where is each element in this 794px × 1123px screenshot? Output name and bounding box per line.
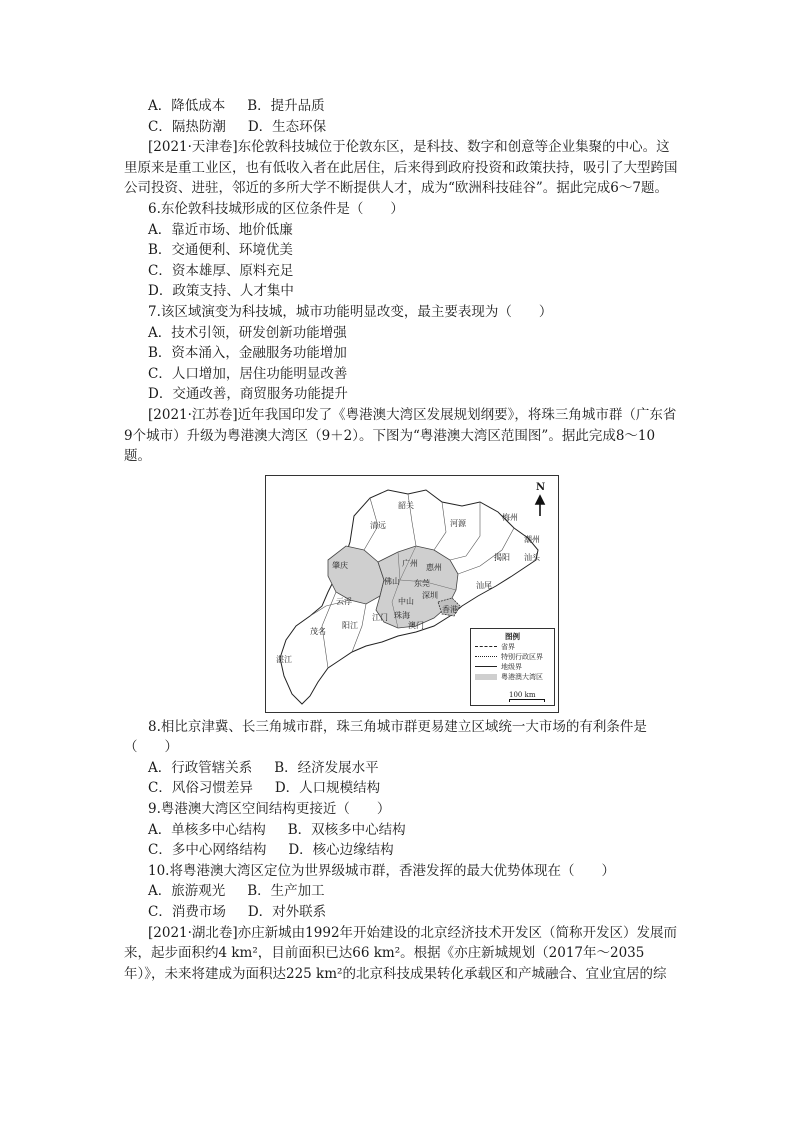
- legend-sar: 特别行政区界: [471, 652, 554, 662]
- legend-bay: 粤港澳大湾区: [471, 672, 554, 682]
- q8-option-d: D．人口规模结构: [274, 780, 381, 797]
- city-jieyang: 揭阳: [494, 552, 510, 562]
- q7-option-c: C．人口增加，居住功能明显改善: [148, 365, 348, 382]
- q10-stem: 10.将粤港澳大湾区定位为世界级城市群，香港发挥的最大优势体现在（ ）: [148, 862, 615, 879]
- q10-options-row1: [124, 881, 680, 902]
- q7-stem: 7.该区域演变为科技城，城市功能明显改变，最主要表现为（ ）: [148, 303, 553, 320]
- q9-options-row1: [124, 820, 680, 841]
- legend-title: 图例: [505, 631, 520, 641]
- legend-city: 地级界: [471, 662, 554, 672]
- map-legend: [470, 628, 555, 706]
- q6-option-b: B．交通便利、环境优美: [148, 242, 293, 259]
- city-shenzhen: 深圳: [422, 590, 438, 600]
- city-huizhou: 惠州: [426, 562, 442, 572]
- q5-options-row1: [124, 96, 680, 117]
- q8-option-c: C．风俗习惯差异: [148, 780, 253, 797]
- city-shanwei: 汕尾: [476, 580, 492, 590]
- city-yunfu: 云浮: [336, 596, 352, 606]
- q6-option-c: C．资本雄厚、原料充足: [148, 262, 294, 279]
- q9-options-row2: [124, 840, 680, 861]
- city-line-symbol: [475, 666, 497, 667]
- city-guangzhou: 广州: [402, 558, 418, 568]
- city-shantou: 汕头: [524, 552, 540, 562]
- city-yangjiang: 阳江: [342, 620, 358, 630]
- q8-option-b: B．经济发展水平: [274, 759, 379, 776]
- q9-option-c: C．多中心网络结构: [148, 842, 267, 859]
- q9-option-b: B．双核多中心结构: [287, 821, 406, 838]
- q5-option-a: A．降低成本: [148, 98, 226, 114]
- q7-option-d: D．交通改善，商贸服务功能提升: [148, 386, 348, 403]
- passage-tianjin: [2021·天津卷]东伦敦科技城位于伦敦东区，是科技、数字和创意等企业集聚的中心。这里原来是重工业区，也有低收入者在此居住，后来得到政府投资和政策扶持，吸引了大型跨国公司投资、进驻，邻近的多所大学不断提供人才，成为“欧洲科技硅谷”。据此完成6～7题。: [124, 139, 678, 197]
- gba-map: [265, 475, 559, 713]
- q9-stem: 9.粤港澳大湾区空间结构更接近（ ）: [148, 801, 391, 818]
- city-jiangmen: 江门: [372, 612, 388, 622]
- province-line-symbol: [475, 646, 497, 647]
- question-sheet: [124, 96, 680, 984]
- q8-options-row2: [124, 778, 680, 799]
- q10-option-d: D．对外联系: [247, 904, 327, 921]
- q6-stem: 6.东伦敦科技城形成的区位条件是（ ）: [148, 200, 404, 217]
- q5-option-b: B．提升品质: [247, 98, 325, 114]
- scale-bar: 100 km: [509, 691, 545, 702]
- q9-option-a: A．单核多中心结构: [148, 821, 266, 838]
- city-shaoguan: 韶关: [398, 500, 414, 510]
- q10-options-row2: [124, 902, 680, 923]
- q8-option-a: A．行政管辖关系: [148, 759, 253, 776]
- city-foshan: 佛山: [384, 576, 400, 586]
- scale-bar-line: [509, 699, 545, 702]
- city-zhaoqing: 肇庆: [332, 560, 348, 570]
- q8-options-row1: [124, 758, 680, 779]
- city-zhongshan: 中山: [398, 596, 414, 606]
- city-hongkong: 香港: [442, 604, 458, 614]
- bay-area-swatch: [475, 674, 497, 680]
- q10-option-b: B．生产加工: [247, 883, 325, 900]
- q9-option-d: D．核心边缘结构: [288, 842, 394, 859]
- q8-stem: 8.相比京津冀、长三角城市群，珠三角城市群更易建立区域统一大市场的有利条件是（ ）: [124, 718, 647, 756]
- q6-option-d: D．政策支持、人才集中: [148, 283, 294, 300]
- north-arrow: [536, 496, 544, 516]
- city-dongguan: 东莞: [414, 578, 430, 588]
- city-chaozhou: 潮州: [524, 534, 540, 544]
- q5-option-d: D．生态环保: [247, 118, 327, 135]
- q6-option-a: A．靠近市场、地价低廉: [148, 221, 293, 238]
- q10-option-c: C．消费市场: [148, 904, 226, 921]
- city-maoming: 茂名: [310, 626, 326, 636]
- city-qingyuan: 清远: [370, 520, 386, 530]
- passage-jiangsu: [2021·江苏卷]近年我国印发了《粤港澳大湾区发展规划纲要》，将珠三角城市群（广东省9个城市）升级为粤港澳大湾区（9＋2）。下图为“粤港澳大湾区范围图”。据此完成8～10题。: [124, 406, 677, 465]
- legend-province: 省界: [471, 642, 554, 652]
- sar-line-symbol: [475, 656, 497, 657]
- city-zhanjiang: 湛江: [276, 654, 292, 664]
- city-zhuhai: 珠海: [394, 610, 410, 620]
- north-label: N: [536, 481, 546, 493]
- q7-option-a: A．技术引领，研发创新功能增强: [148, 324, 347, 341]
- city-heyuan: 河源: [450, 518, 466, 528]
- q5-options-row2: [124, 117, 680, 138]
- city-macao: 澳门: [408, 620, 424, 630]
- q10-option-a: A．旅游观光: [148, 883, 226, 900]
- city-meizhou: 梅州: [502, 512, 518, 522]
- q5-option-c: C．隔热防潮: [148, 118, 226, 135]
- q7-option-b: B．资本涌入，金融服务功能增加: [148, 345, 347, 362]
- passage-hubei: [2021·湖北卷]亦庄新城由1992年开始建设的北京经济技术开发区（简称开发区）发展而来，起步面积约4 km²，目前面积已达66 km²。根据《亦庄新城规划（2017年～2035年）》，未来将建成为面积达225 km²的北京科技成果转化承载区和产城融合、宜业宜居的综: [124, 924, 678, 982]
